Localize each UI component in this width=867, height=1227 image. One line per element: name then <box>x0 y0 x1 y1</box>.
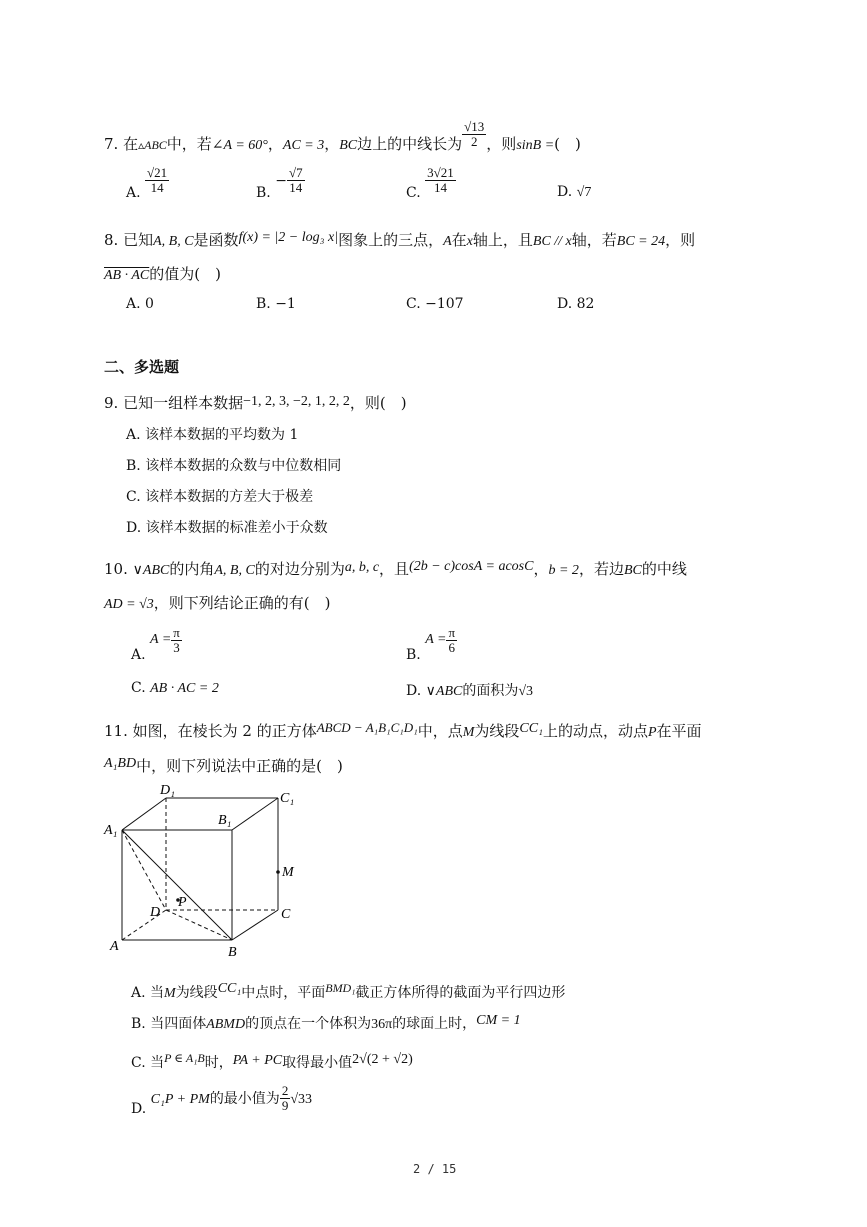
q7-option-b-num: √7 <box>288 165 303 180</box>
q11-text-d: 上的动点，动点 <box>542 722 648 740</box>
q7-sep1: ， <box>267 134 283 153</box>
q11-option-a-text-c: 中点时，平面 <box>241 985 326 1001</box>
q8-text-a: 8. 已知 <box>104 231 154 249</box>
label-m: M <box>282 865 294 880</box>
q7-option-b-den: 14 <box>289 180 303 196</box>
q7-median-fraction <box>462 120 486 150</box>
q11-option-b-text-c: 的球面上时， <box>392 1016 477 1032</box>
q8-function: f(x) = |2 − log₃ x| <box>238 230 339 245</box>
q10-text-f: 的中线 <box>641 560 687 578</box>
q11-option-d-expr: C₁P + PM <box>150 1091 210 1107</box>
q11-cc1: CC₁ <box>519 721 543 736</box>
q7-paren: ( ) <box>554 134 581 153</box>
q9-option-c[interactable]: C. 该样本数据的方差大于极差 <box>126 489 314 505</box>
q11-option-d-root: √33 <box>290 1091 312 1107</box>
hidden-d-b <box>166 910 232 940</box>
q11-option-c-text-b: 时， <box>204 1055 233 1071</box>
q7-option-b-label: B. <box>256 184 271 201</box>
label-b: B <box>228 945 237 960</box>
q11-option-a-text-d: 截正方体所得的截面为平行四边形 <box>355 985 566 1001</box>
q7-option-d[interactable] <box>557 184 591 201</box>
q8-stem-line1 <box>104 229 695 250</box>
q10-stem-line2 <box>104 592 331 613</box>
q7-option-a[interactable] <box>126 165 169 201</box>
q10-triangle: ∨ABC <box>132 563 170 578</box>
q11-text-b: 中，点 <box>417 722 463 740</box>
label-c1: C₁ <box>280 791 295 806</box>
edge-b1-c1 <box>232 798 278 830</box>
q8-option-a[interactable]: A. 0 <box>126 296 154 312</box>
q8-points: A, B, C <box>153 234 194 249</box>
edge-a1-d1 <box>122 798 166 830</box>
q9-text-b: ，则( ) <box>349 394 407 412</box>
q11-option-b-tetra: ABMD <box>206 1017 246 1032</box>
q10-option-a-den: 3 <box>173 640 180 656</box>
q7-option-b-sign: − <box>275 172 287 189</box>
q11-option-b-volume: 36π <box>371 1017 393 1032</box>
q9-stem <box>104 392 407 413</box>
q10-option-c-label: C. <box>131 680 146 696</box>
q10-option-d-value: √3 <box>518 684 534 699</box>
q10-option-d-text: 的面积为 <box>462 683 519 699</box>
q7-median-num: √13 <box>464 119 485 134</box>
hidden-a1-d <box>122 830 166 910</box>
q11-plane: A₁BD <box>104 756 137 771</box>
q10-option-b-lhs: A = <box>425 631 447 647</box>
q10-text-b: 的内角 <box>169 560 215 578</box>
q10-bc: BC <box>623 563 642 578</box>
q11-option-b[interactable] <box>131 1013 521 1033</box>
q11-option-d-label: D. <box>131 1100 147 1117</box>
q8-option-c[interactable]: C. −107 <box>406 296 464 312</box>
q7-median-den: 2 <box>470 134 478 150</box>
q10-option-b[interactable] <box>406 625 457 663</box>
label-c: C <box>281 907 291 922</box>
q11-m: M <box>462 725 475 740</box>
q10-ad: AD = √3 <box>104 597 154 612</box>
q8-text-d: 在 <box>451 231 467 249</box>
q7-text-c: 边上的中线长为 <box>357 134 463 153</box>
q10-option-b-den: 6 <box>448 640 455 656</box>
q10-option-b-fraction <box>446 626 457 656</box>
q9-data: −1, 2, 3, −2, 1, 2, 2 <box>243 394 350 409</box>
q8-parallel: BC // x <box>532 234 572 249</box>
q11-text-a: 11. 如图，在棱长为 2 的正方体 <box>104 722 317 740</box>
q7-cond-bc: BC <box>339 137 358 153</box>
q11-option-b-text-a: B. 当四面体 <box>131 1016 207 1032</box>
q7-cond-angle: ∠A = 60° <box>211 137 268 153</box>
q8-bc: BC = 24 <box>616 234 666 249</box>
label-p: P <box>178 895 187 910</box>
q10-b-value: b = 2 <box>548 563 579 578</box>
label-d1: D₁ <box>160 783 175 798</box>
q7-cond-ac: AC = 3 <box>282 137 325 153</box>
q11-option-c-cond: P ∈ A₁B <box>164 1051 205 1065</box>
q10-option-b-label: B. <box>406 646 421 663</box>
q7-option-d-value: √7 <box>576 185 592 200</box>
q8-text-b: 是函数 <box>193 231 239 249</box>
diag-a1-b <box>122 830 232 940</box>
q8-a-point: A <box>443 234 452 249</box>
q10-text-e: ，若边 <box>578 560 624 578</box>
q7-stem <box>104 119 581 160</box>
q11-p: P <box>647 725 657 740</box>
q10-equation: (2b − c)cosA = acosC <box>409 559 534 574</box>
q11-option-c-text-a: C. 当 <box>131 1055 165 1071</box>
q10-option-a-num: π <box>173 625 180 640</box>
q10-text-d: ，且 <box>379 560 410 578</box>
q10-angles: A, B, C <box>214 563 255 578</box>
q10-option-c-expr: AB · AC = 2 <box>150 681 219 696</box>
q10-option-d[interactable] <box>406 680 533 700</box>
q11-option-d-text-b: 的最小值为 <box>209 1090 280 1107</box>
page-number: 2 / 15 <box>413 1162 457 1176</box>
q11-text-e: 在平面 <box>656 722 702 740</box>
q11-option-a-m: M <box>164 986 176 1001</box>
q10-stem-line1 <box>104 558 687 579</box>
q8-text-h: 的值为( ) <box>149 265 221 283</box>
q11-option-b-text-b: 的顶点在一个体积为 <box>245 1016 372 1032</box>
q9-option-d[interactable]: D. 该样本数据的标准差小于众数 <box>126 520 328 536</box>
q10-text-g: ，则下列结论正确的有( ) <box>153 594 331 612</box>
q11-option-a-text-a: A. 当 <box>131 985 165 1001</box>
q7-option-c-num: 3√21 <box>427 165 454 180</box>
q7-option-c[interactable] <box>406 165 456 201</box>
label-a: A <box>110 939 119 954</box>
q7-ask: sinB = <box>516 137 555 153</box>
section-multi-choice-title: 二、多选题 <box>104 358 180 376</box>
q7-option-a-den: 14 <box>150 180 164 196</box>
q7-option-c-fraction <box>425 166 456 196</box>
q11-option-d-den: 9 <box>281 1098 289 1114</box>
q11-option-c-text-c: 取得最小值 <box>282 1055 353 1071</box>
q8-option-d[interactable]: D. 82 <box>557 296 595 312</box>
q7-triangle: ▵ABC <box>138 137 167 152</box>
q7-option-a-label: A. <box>126 184 141 201</box>
q7-text-d: ，则 <box>486 134 517 153</box>
q7-option-b-fraction <box>287 166 305 196</box>
q11-option-c-value: 2√(2 + √2) <box>352 1052 413 1067</box>
q9-option-a[interactable]: A. 该样本数据的平均数为 1 <box>126 427 299 443</box>
q11-option-a-plane: BMD₁ <box>325 981 356 995</box>
q11-stem-line2 <box>104 755 343 776</box>
q11-option-a-text-b: 为线段 <box>175 985 218 1001</box>
q11-text-c: 为线段 <box>474 722 520 740</box>
q10-text-a: 10. <box>104 560 128 578</box>
q7-option-c-label: C. <box>406 184 421 201</box>
q10-option-a-fraction <box>171 626 182 656</box>
q11-text-f: 中，则下列说法中正确的是( ) <box>136 757 343 775</box>
q11-option-b-cm: CM = 1 <box>476 1013 521 1028</box>
q10-option-a-lhs: A = <box>150 631 172 647</box>
q7-option-c-den: 14 <box>433 180 447 196</box>
q8-text-g: ，则 <box>665 231 696 249</box>
q10-option-a-label: A. <box>131 646 146 663</box>
q11-option-d-fraction <box>280 1084 291 1114</box>
q7-option-d-label: D. <box>557 184 573 200</box>
q10-option-a[interactable] <box>131 625 182 663</box>
q7-option-a-fraction <box>145 166 169 196</box>
label-b1: B₁ <box>218 813 232 828</box>
q10-option-b-num: π <box>448 625 456 640</box>
q9-text-a: 9. 已知一组样本数据 <box>104 394 244 412</box>
q11-option-c-expr: PA + PC <box>232 1053 283 1068</box>
q11-cube: ABCD − A₁B₁C₁D₁ <box>316 720 418 735</box>
q9-option-b[interactable]: B. 该样本数据的众数与中位数相同 <box>126 458 342 474</box>
q7-sep2: ， <box>324 134 340 153</box>
q7-text-a: 7. 在 <box>104 134 139 153</box>
q7-option-a-num: √21 <box>147 165 168 180</box>
q8-text-f: 轴，若 <box>571 231 617 249</box>
q10-option-c[interactable] <box>131 680 219 697</box>
q8-dot-product: AB · AC <box>104 268 150 283</box>
q11-cube-figure <box>100 780 320 960</box>
q8-text-c: 图象上的三点， <box>338 231 444 249</box>
q8-option-b[interactable]: B. −1 <box>256 296 296 312</box>
q10-sides: a, b, c <box>344 560 380 575</box>
q10-text-c: 的对边分别为 <box>254 560 345 578</box>
label-a1: A₁ <box>104 823 118 838</box>
q8-x-axis: x <box>466 234 473 249</box>
q8-stem-line2 <box>104 263 221 284</box>
q8-text-e: 轴上，且 <box>472 231 533 249</box>
q11-option-a[interactable] <box>131 982 565 1002</box>
q11-option-c[interactable] <box>131 1052 413 1072</box>
q11-option-d-num: 2 <box>281 1083 289 1098</box>
label-d: D <box>150 905 161 920</box>
point-m <box>276 870 280 874</box>
q10-option-d-tri: ∨ABC <box>425 684 463 699</box>
q11-option-d[interactable] <box>131 1083 312 1117</box>
q7-text-b: 中，若 <box>166 134 212 153</box>
q7-option-b[interactable] <box>256 165 305 201</box>
q10-option-d-label: D. <box>406 683 422 699</box>
q10-sep: ， <box>533 560 549 578</box>
q11-option-a-cc1: CC₁ <box>217 981 242 996</box>
edge-b-c <box>232 910 278 940</box>
q11-stem-line1 <box>104 720 702 741</box>
